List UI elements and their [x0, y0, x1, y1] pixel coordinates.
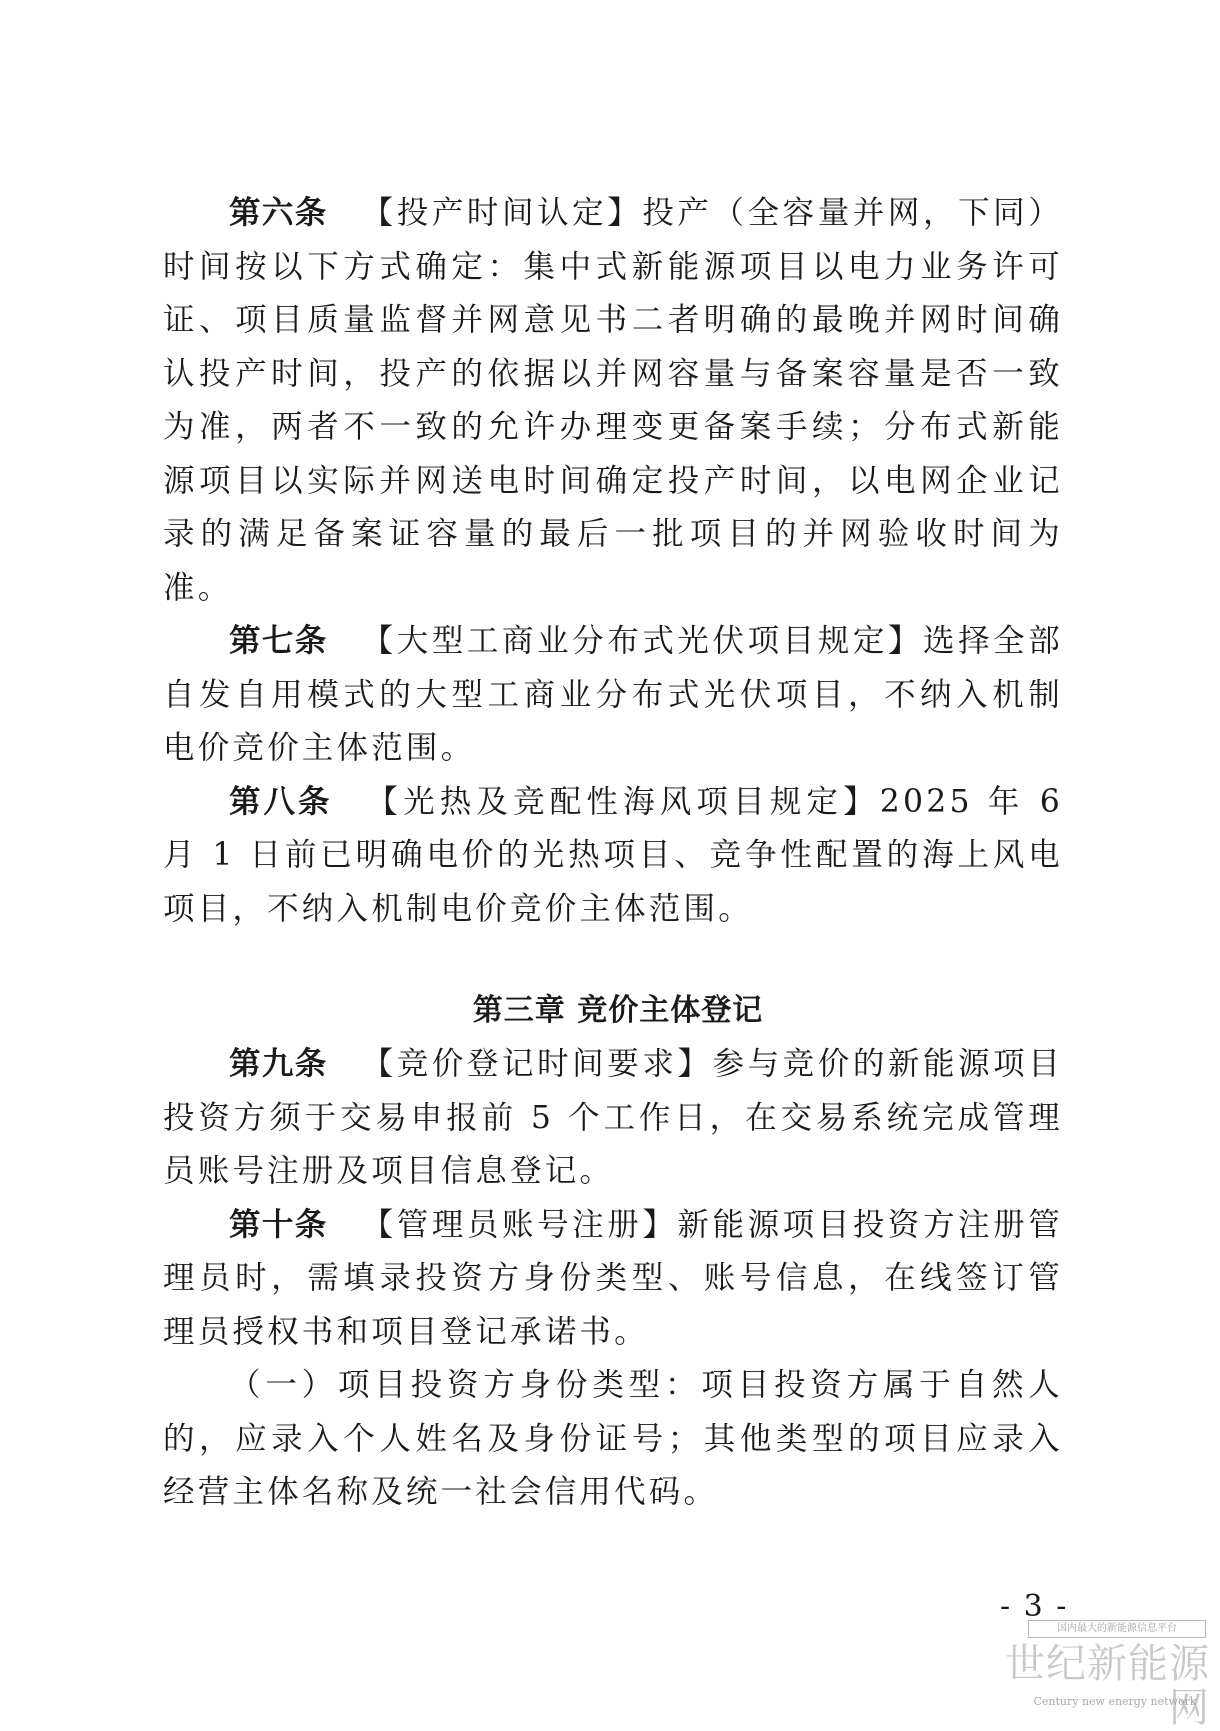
article-7 [163, 615, 1063, 776]
article-text: 【投产时间认定】投产（全容量并网，下同）时间按以下方式确定：集中式新能源项目以电力业务许可证、项目质量监督并网意见书二者明确的最晚并网时间确认投产时间，投产的依据以并网容量与备案容量是否一致为准，两者不一致的允许办理变更备案手续；分布式新能源项目以实际并网送电时间确定投产时间，以电网企业记录的满足备案证容量的最后一批项目的并网验收时间为准。 [163, 195, 1063, 606]
watermark-logo: 世纪新能源网 [1005, 1641, 1210, 1731]
article-text: 【管理员账号注册】新能源项目投资方注册管理员时，需填录投资方身份类型、账号信息，在线签订管理员授权书和项目登记承诺书。 [163, 1206, 1063, 1350]
article-6 [163, 187, 1063, 615]
article-heading: 第六条 [229, 195, 328, 231]
article-heading: 第十条 [229, 1206, 328, 1243]
document-body [163, 187, 1063, 1520]
article-8 [163, 776, 1063, 937]
article-text: 【竞价登记时间要求】参与竞价的新能源项目投资方须于交易申报前 5 个工作日，在交易系统完成管理员账号注册及项目信息登记。 [163, 1046, 1063, 1189]
article-text: 【大型工商业分布式光伏项目规定】选择全部自发自用模式的大型工商业分布式光伏项目，不纳入机制电价竞价主体范围。 [163, 623, 1063, 766]
article-text: 【光热及竞配性海风项目规定】2025 年 6 月 1 日前已明确电价的光热项目、竞争性配置的海上风电项目，不纳入机制电价竞价主体范围。 [163, 783, 1063, 927]
watermark-slogan: 国内最大的新能源信息平台 [1028, 1620, 1206, 1638]
watermark [990, 1620, 1210, 1731]
article-9 [163, 1038, 1063, 1199]
article-heading: 第八条 [229, 783, 333, 820]
watermark-english: Century new energy network [1033, 1695, 1197, 1708]
page-number: - 3 - [1000, 1589, 1069, 1624]
clause-1: （一）项目投资方身份类型：项目投资方属于自然人的，应录入个人姓名及身份证号；其他类型的项目应录入经营主体名称及统一社会信用代码。 [163, 1367, 1063, 1510]
article-heading: 第九条 [229, 1046, 328, 1082]
article-heading: 第七条 [229, 623, 328, 659]
article-10 [163, 1199, 1063, 1360]
chapter-title: 第三章 竞价主体登记 [472, 993, 764, 1028]
